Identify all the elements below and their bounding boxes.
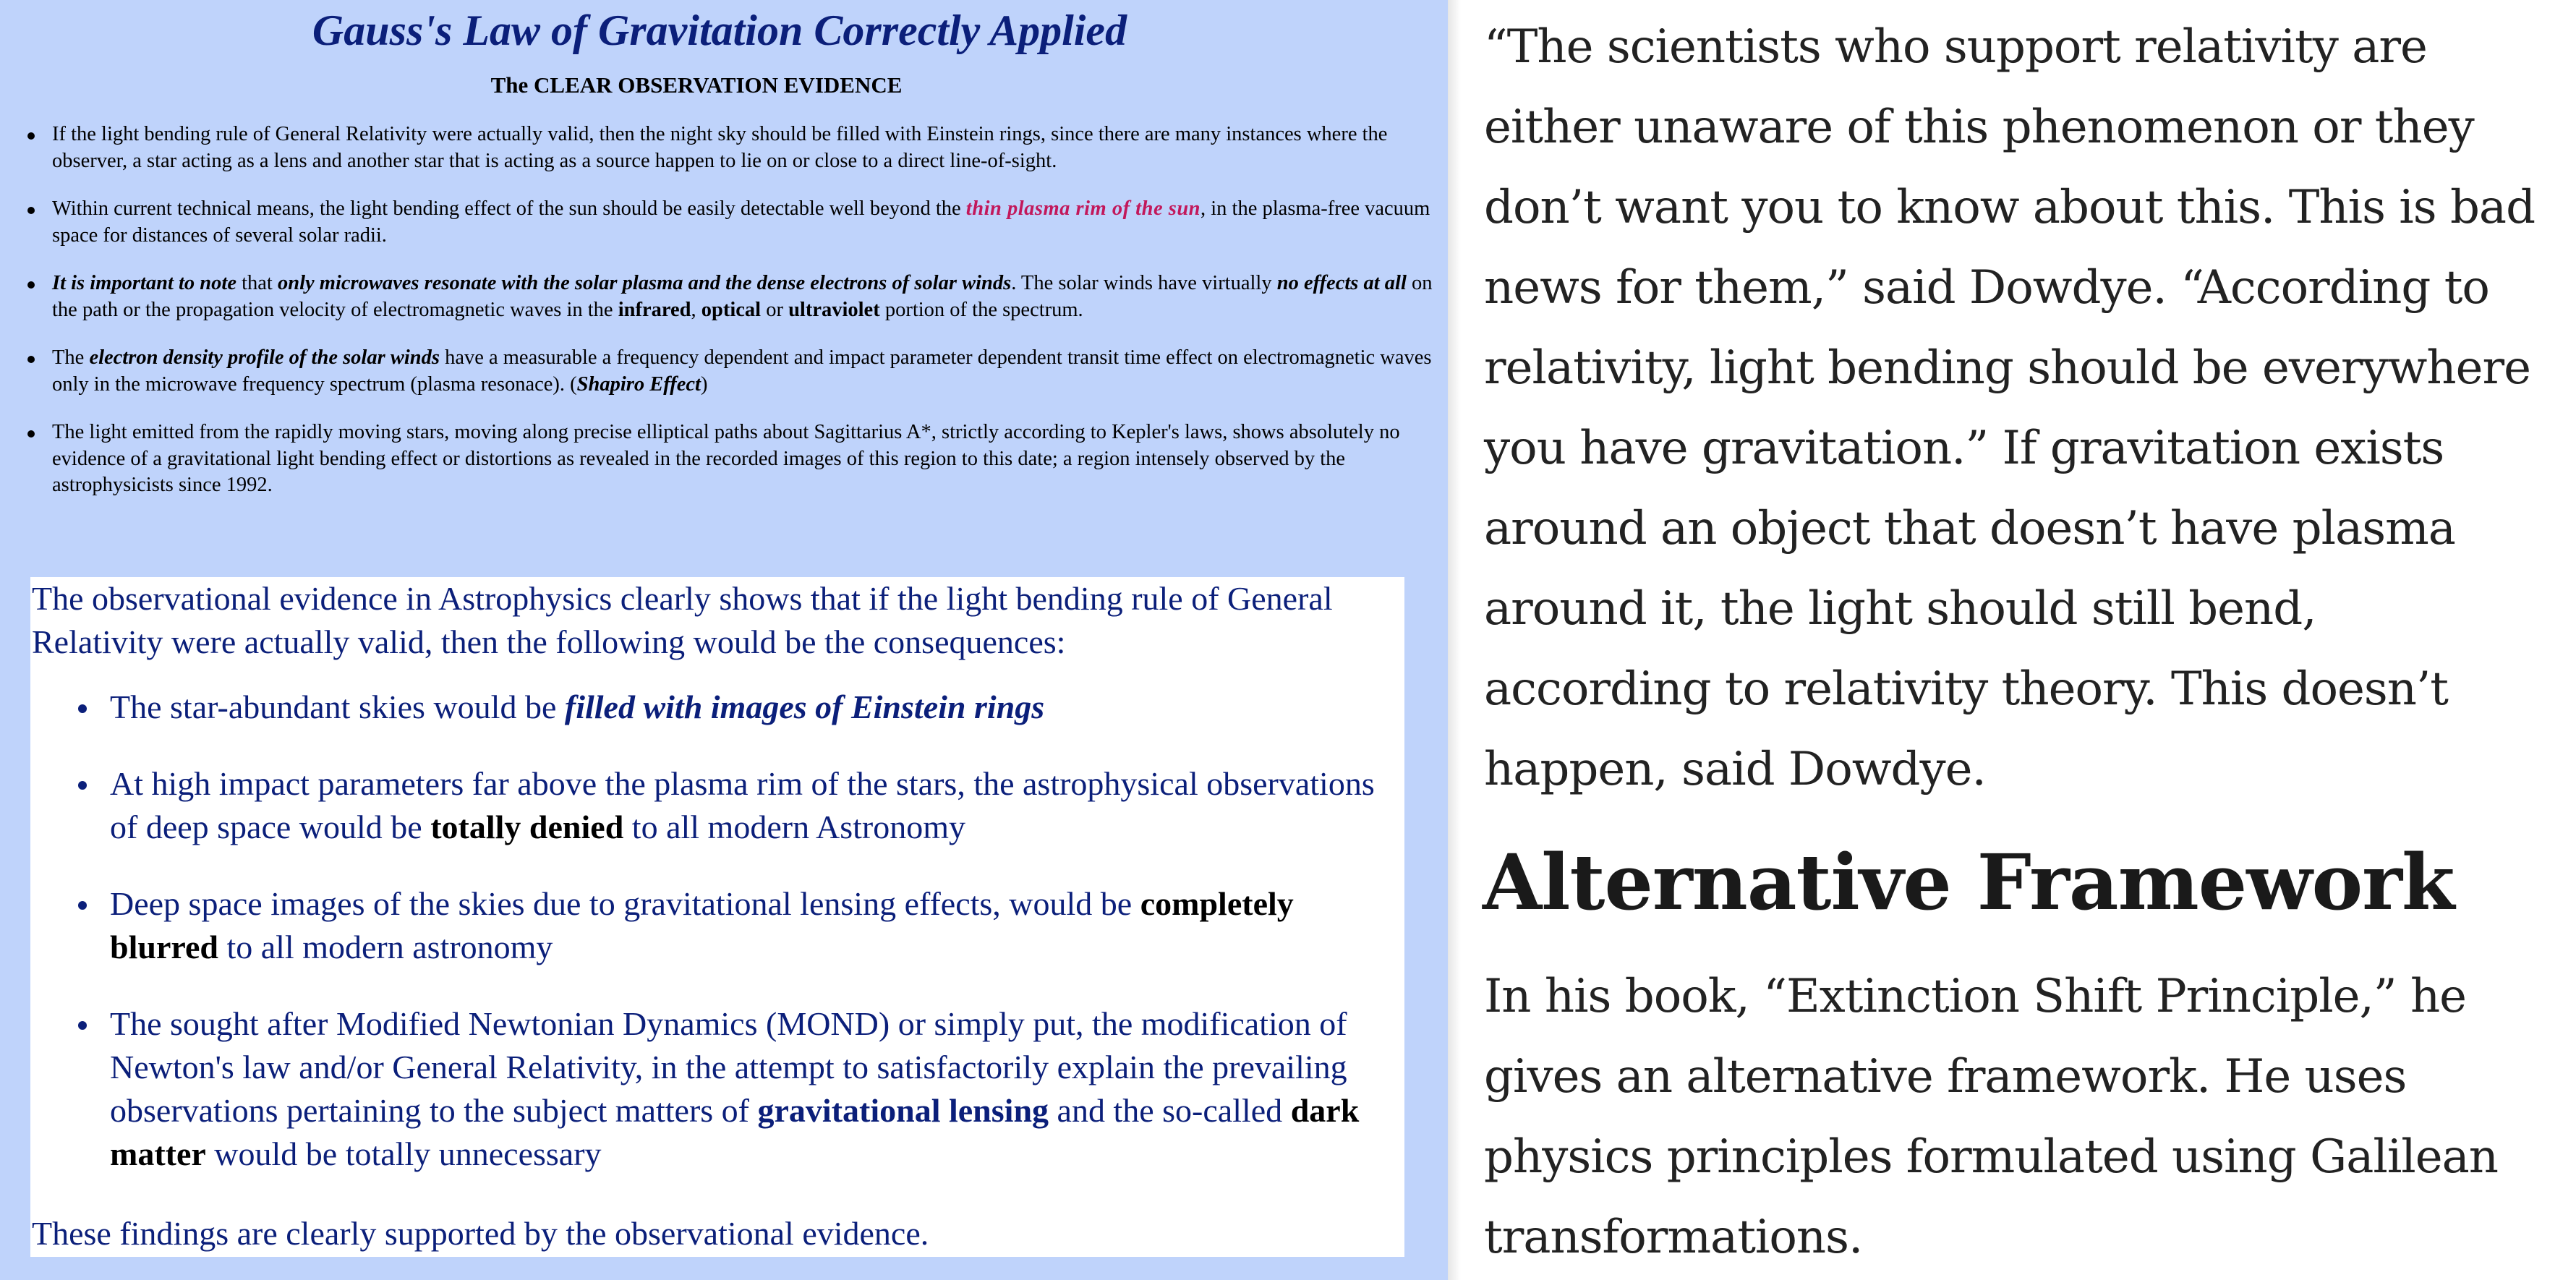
- bold-term: completely blurred: [110, 885, 1294, 965]
- evidence-item-sagittarius: [52, 419, 1439, 499]
- emphasis: no effects at all: [1276, 272, 1407, 294]
- page-title: Gauss's Law of Gravitation Correctly Applied: [312, 7, 1127, 54]
- bold-term: infrared: [618, 298, 691, 321]
- bold-term: dark matter: [110, 1092, 1360, 1172]
- evidence-text: portion of the spectrum.: [879, 298, 1083, 321]
- evidence-text: , in the plasma-free vacuum space for distances of several solar radii.: [52, 197, 1430, 247]
- plasma-rim-emphasis: thin plasma rim of the sun: [965, 197, 1201, 220]
- evidence-text: ,: [691, 298, 701, 321]
- consequence-item-observations-denied: [110, 762, 1390, 849]
- evidence-text: that: [236, 272, 278, 294]
- consequence-text: to all modern Astronomy: [623, 808, 966, 845]
- evidence-text: If the light bending rule of General Relativity were actually valid, then the night sky should be filled with Einstein rings, since there are many instances where the observer, a star acting as a lens and another star that is acting as a source happen to lie on or close to a direct line-of-sight.: [52, 123, 1388, 172]
- consequence-item-mond: [110, 1002, 1390, 1176]
- consequence-text: to all modern astronomy: [218, 929, 553, 965]
- consequence-item-blurred-images: [110, 882, 1390, 969]
- evidence-text: have a measurable a frequency dependent and impact parameter dependent transit time effect on electromagnetic waves only in the microwave frequency spectrum (plasma resonace). (: [52, 346, 1432, 396]
- findings-note: These findings are clearly supported by the observational evidence.: [32, 1215, 929, 1252]
- evidence-list: [0, 121, 1439, 499]
- evidence-text: or: [761, 298, 789, 321]
- evidence-text: The: [52, 346, 90, 369]
- book-paragraph: In his book, “Extinction Shift Principle,” he gives an alternative framework. He uses physics principles formulated using Galilean transformations.: [1484, 970, 2498, 1264]
- right-panel: [1448, 0, 2576, 1280]
- consequences-list: [30, 686, 1390, 1176]
- consequence-item-einstein-rings: [110, 686, 1390, 729]
- emphasis: filled with images of Einstein rings: [564, 688, 1045, 725]
- emphasis: It is important to note: [52, 272, 236, 294]
- consequences-intro: The observational evidence in Astrophysics clearly shows that if the light bending rule of General Relativity were actually valid, then the following would be the consequences:: [32, 580, 1333, 660]
- evidence-item-electron-density: [52, 345, 1439, 398]
- page-subtitle: The CLEAR OBSERVATION EVIDENCE: [490, 72, 903, 98]
- consequences-box: [30, 577, 1404, 1257]
- consequence-text: Deep space images of the skies due to gravitational lensing effects, would be: [110, 885, 1140, 922]
- evidence-item-solar-winds: [52, 270, 1439, 323]
- consequence-text: would be totally unnecessary: [205, 1135, 602, 1172]
- bold-term: gravitational lensing: [757, 1092, 1049, 1129]
- consequence-text: and the so-called: [1049, 1092, 1291, 1129]
- quote-paragraph: “The scientists who support relativity are either unaware of this phenomenon or they don’t want you to know about this. This is bad news for them,” said Dowdye. “According to relativity, light bending should be everywhere you have gravitation.” If gravitation exists around an object that doesn’t have plasma around it, the light should still bend, according to relativity theory. This doesn’t happen, said Dowdye.: [1484, 20, 2536, 796]
- evidence-item-sun-bending: [52, 196, 1439, 249]
- evidence-text: The light emitted from the rapidly moving stars, moving along precise elliptical paths about Sagittarius A*, strictly according to Kepler's laws, shows absolutely no evidence of a gravitational light bending effect or distortions as revealed in the recorded images of this region to this date; a region intensely observed by the astrophysicists since 1992.: [52, 421, 1400, 496]
- evidence-text: . The solar winds have virtually: [1011, 272, 1277, 294]
- consequence-text: The sought after Modified Newtonian Dynamics (MOND) or simply put, the modification of Newton's law and/or General Relativity, in the attempt to satisfactorily explain the prevailing observations pertaining to the subject matters of: [110, 1005, 1347, 1129]
- emphasis: Shapiro Effect: [576, 372, 701, 396]
- consequence-text: At high impact parameters far above the plasma rim of the stars, the astrophysical observations of deep space would be: [110, 765, 1375, 845]
- evidence-text: Within current technical means, the light bending effect of the sun should be easily detectable well beyond the: [52, 197, 966, 220]
- section-heading: Alternative Framework: [1483, 837, 2455, 927]
- evidence-text: on the path or the propagation velocity of electromagnetic waves in the: [52, 272, 1433, 321]
- bold-term: ultraviolet: [788, 298, 880, 321]
- emphasis: only microwaves resonate with the solar plasma and the dense electrons of solar winds: [277, 272, 1012, 294]
- consequence-text: The star-abundant skies would be: [110, 688, 565, 725]
- bold-term: totally denied: [430, 808, 624, 845]
- emphasis: electron density profile of the solar winds: [89, 346, 440, 369]
- bold-term: optical: [701, 298, 762, 321]
- evidence-text: ): [700, 372, 708, 396]
- evidence-item-einstein-rings: [52, 121, 1439, 174]
